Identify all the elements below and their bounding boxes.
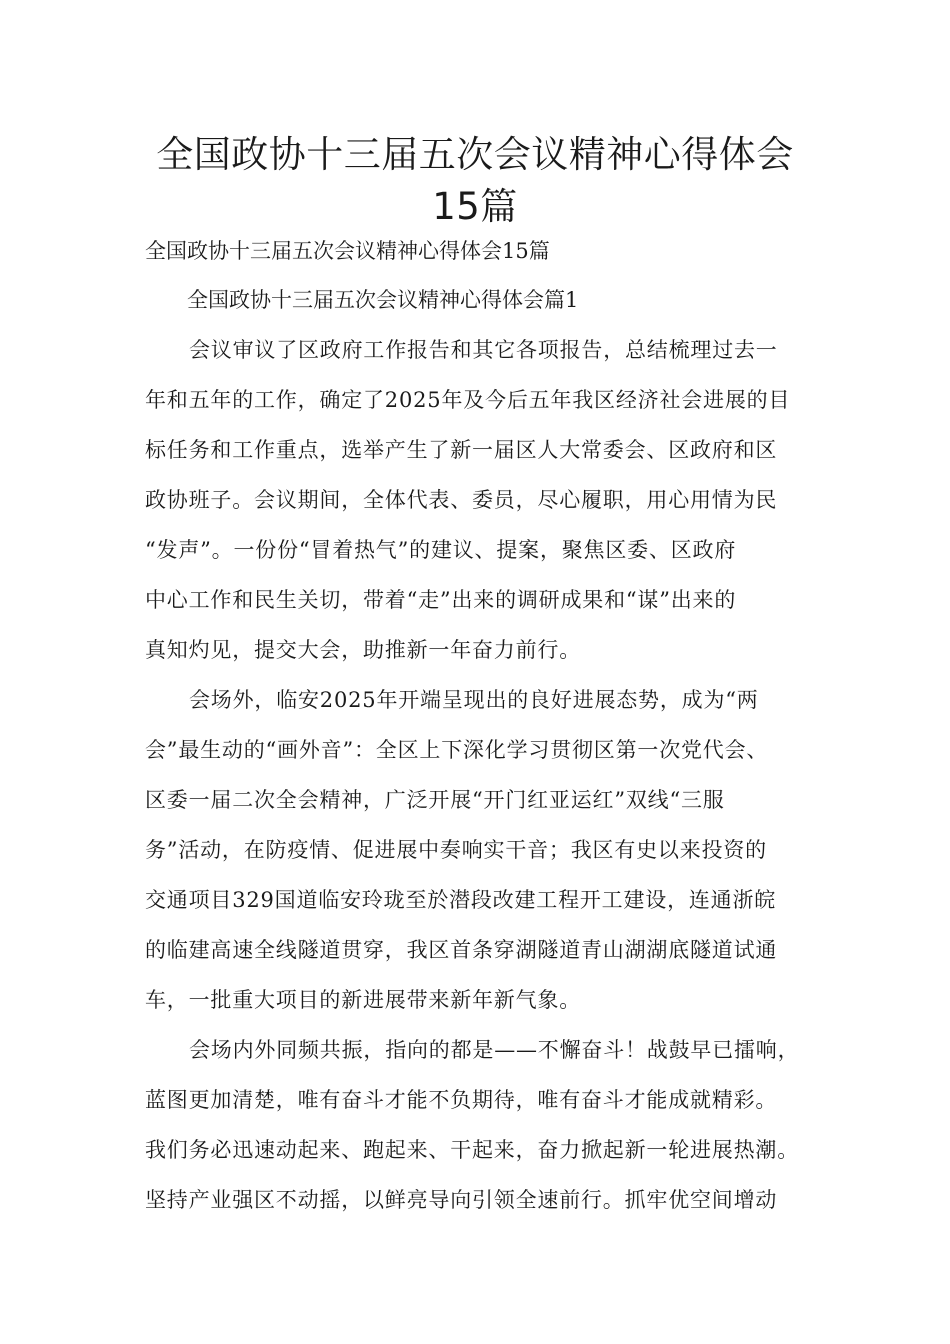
paragraph-line: 标任务和工作重点，选举产生了新一届区人大常委会、区政府和区 bbox=[145, 438, 778, 462]
document-title-line-1: 全国政协十三届五次会议精神心得体会 bbox=[156, 133, 794, 176]
paragraph-line: 我们务必迅速动起来、跑起来、干起来，奋力掀起新一轮进展热潮。 bbox=[145, 1138, 799, 1162]
document-title-line-2: 15篇 bbox=[432, 185, 518, 228]
paragraph-1 bbox=[145, 325, 825, 675]
paragraph-line: 会场内外同频共振，指向的都是——不懈奋斗！战鼓早已擂响， bbox=[189, 1038, 800, 1062]
document-subtitle: 全国政协十三届五次会议精神心得体会15篇 bbox=[145, 239, 550, 263]
paragraph-line: 坚持产业强区不动摇，以鲜亮导向引领全速前行。抓牢优空间增动 bbox=[145, 1188, 778, 1212]
paragraph-line: “发声”。一份份“冒着热气”的建议、提案，聚焦区委、区政府 bbox=[145, 538, 737, 562]
paragraph-line: 车，一批重大项目的新进展带来新年新气象。 bbox=[145, 988, 581, 1012]
paragraph-3 bbox=[145, 1025, 825, 1225]
paragraph-line: 务”活动，在防疫情、促进展中奏响实干音；我区有史以来投资的 bbox=[145, 838, 767, 862]
paragraph-line: 中心工作和民生关切，带着“走”出来的调研成果和“谋”出来的 bbox=[145, 588, 737, 612]
section-heading: 全国政协十三届五次会议精神心得体会篇1 bbox=[187, 288, 579, 312]
paragraph-line: 会场外，临安2025年开端呈现出的良好进展态势，成为“两 bbox=[189, 688, 759, 712]
paragraph-line: 会议审议了区政府工作报告和其它各项报告，总结梳理过去一 bbox=[189, 338, 778, 362]
paragraph-line: 会”最生动的“画外音”：全区上下深化学习贯彻区第一次党代会、 bbox=[145, 738, 769, 762]
paragraph-line: 交通项目329国道临安玲珑至於潜段改建工程开工建设，连通浙皖 bbox=[145, 888, 777, 912]
paragraph-line: 真知灼见，提交大会，助推新一年奋力前行。 bbox=[145, 638, 581, 662]
paragraph-line: 区委一届二次全会精神，广泛开展“开门红亚运红”双线“三服 bbox=[145, 788, 725, 812]
paragraph-2 bbox=[145, 675, 825, 1025]
paragraph-line: 年和五年的工作，确定了2025年及今后五年我区经济社会进展的目 bbox=[145, 388, 791, 412]
paragraph-line: 政协班子。会议期间，全体代表、委员，尽心履职，用心用情为民 bbox=[145, 488, 778, 512]
paragraph-line: 蓝图更加清楚，唯有奋斗才能不负期待，唯有奋斗才能成就精彩。 bbox=[145, 1088, 778, 1112]
paragraph-line: 的临建高速全线隧道贯穿，我区首条穿湖隧道青山湖湖底隧道试通 bbox=[145, 938, 778, 962]
